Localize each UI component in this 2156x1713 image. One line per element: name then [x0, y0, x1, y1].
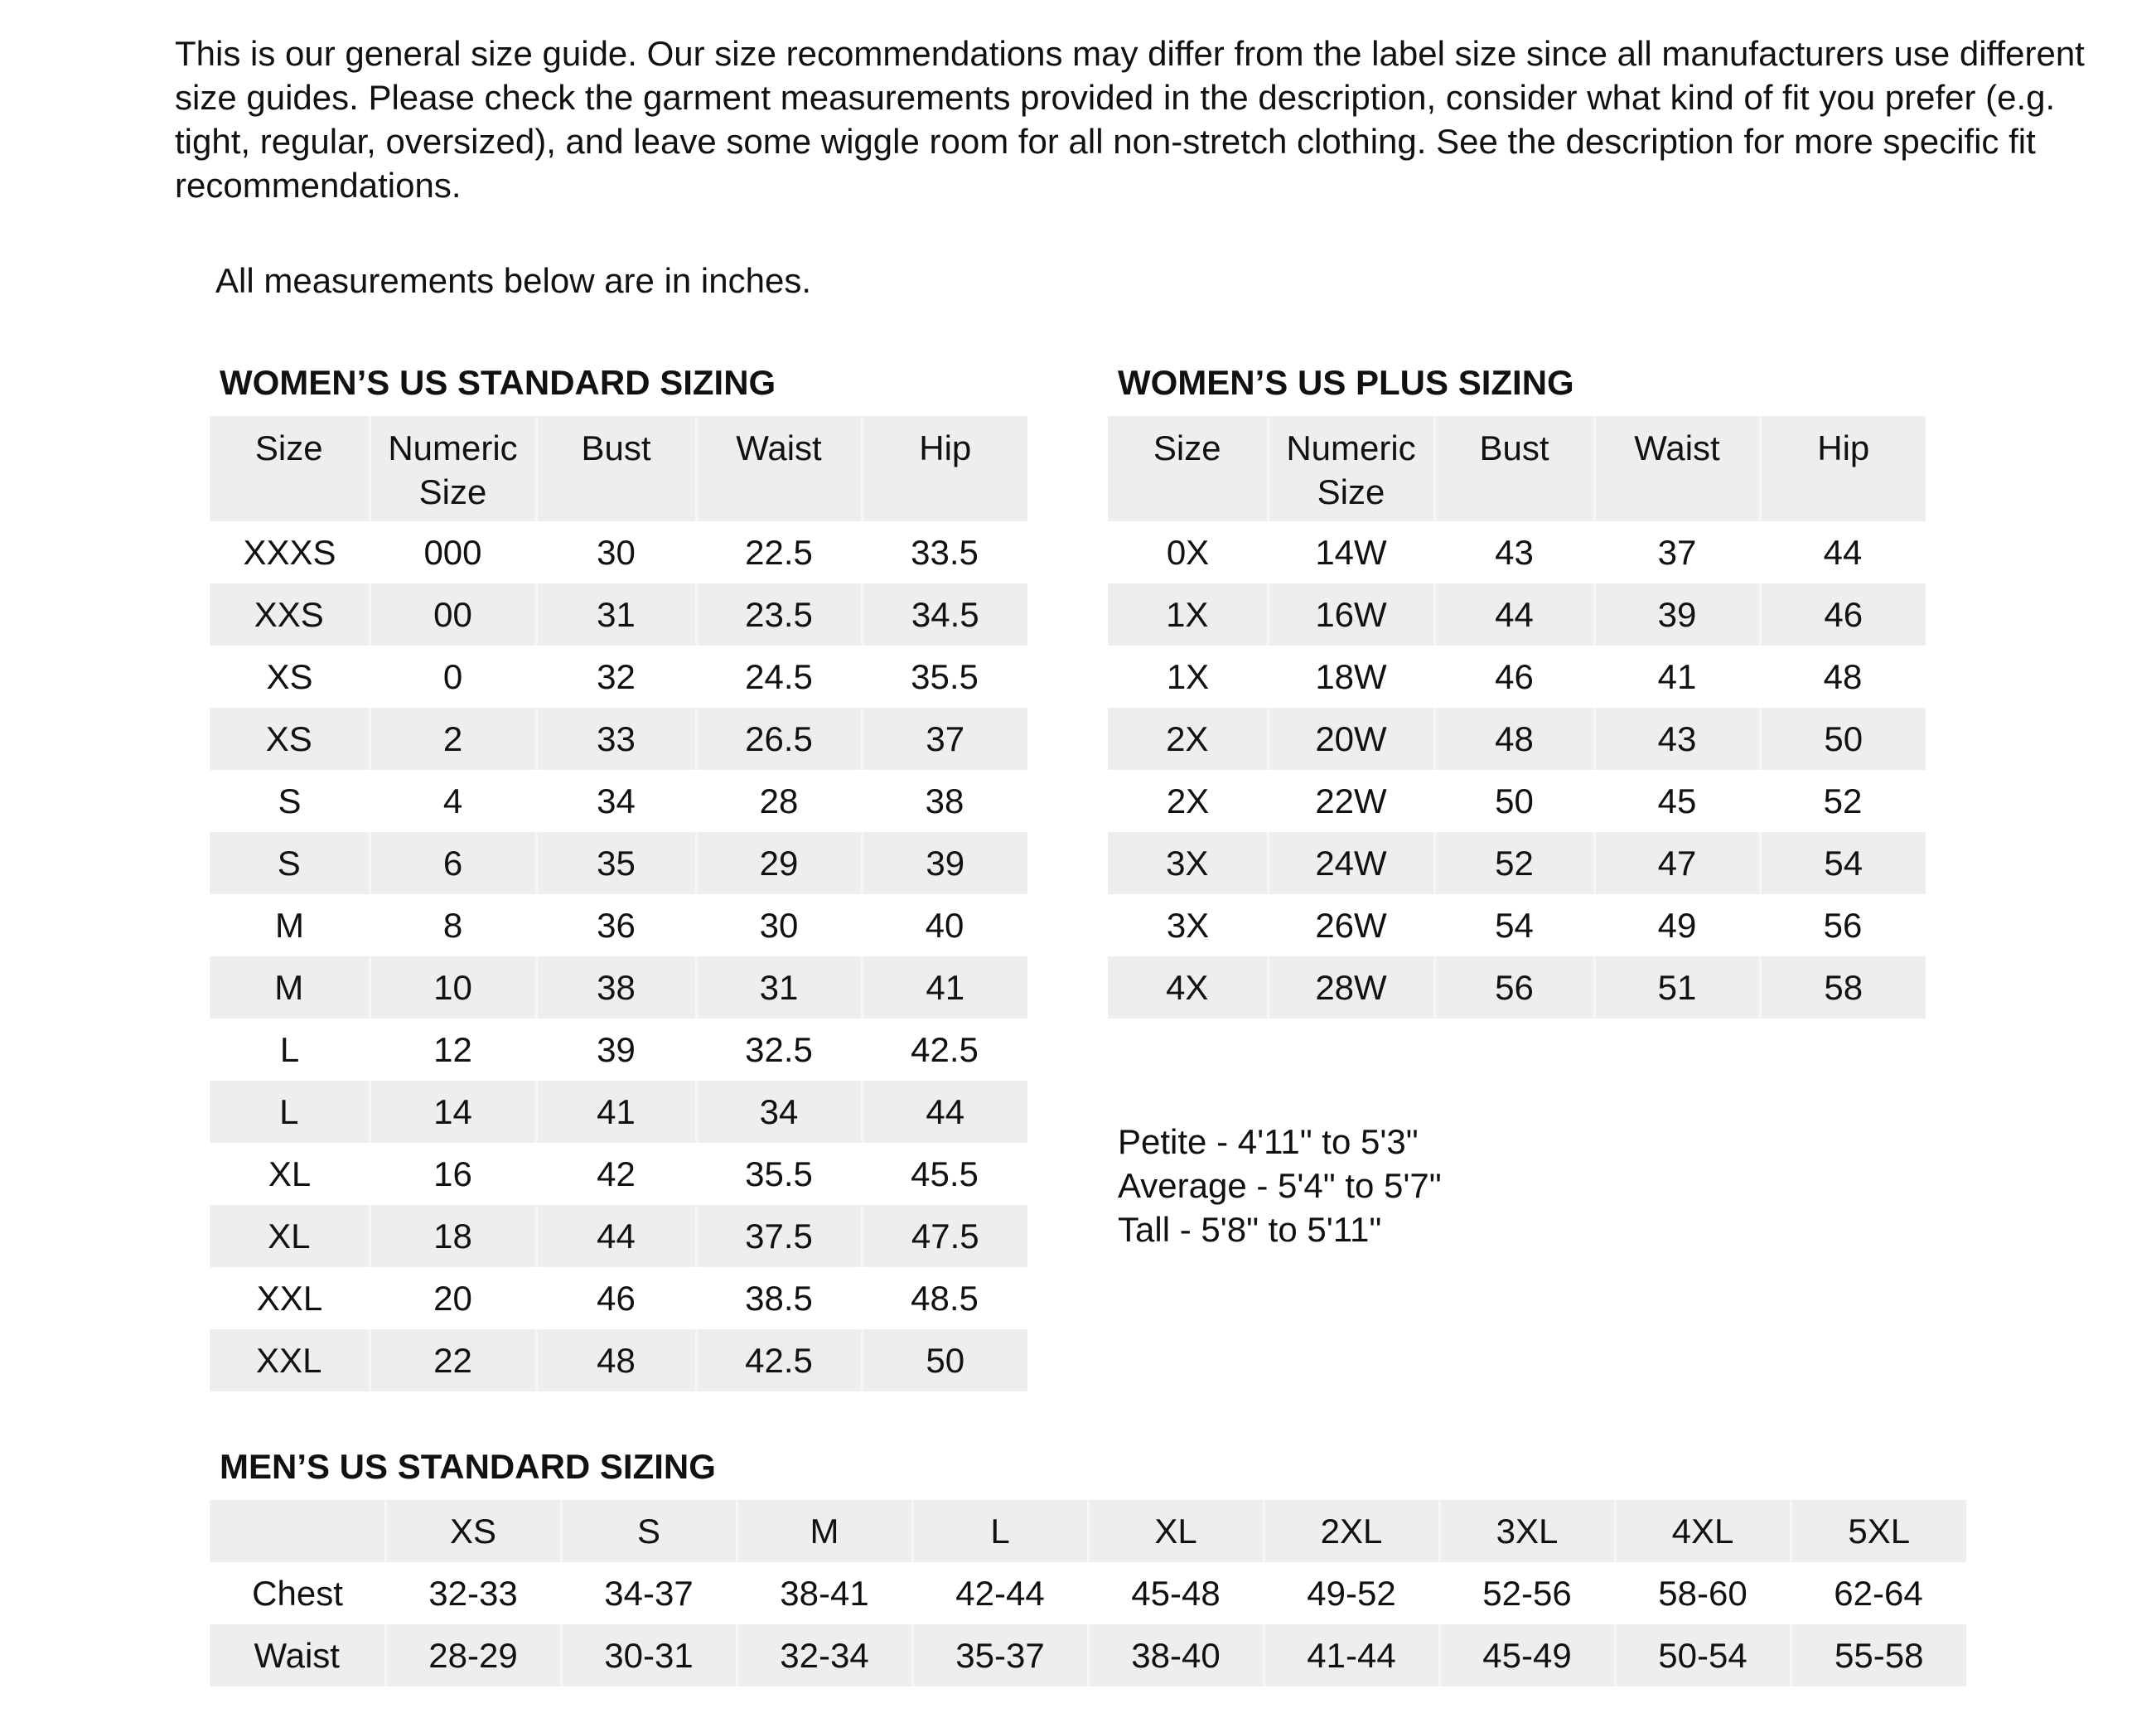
table-cell: 50: [862, 1329, 1027, 1391]
table-cell: S: [277, 843, 301, 883]
women-standard-table: [210, 416, 1027, 1391]
table-cell: 46: [1760, 583, 1926, 646]
table-row: [210, 708, 1027, 770]
table-cell: XXXS: [243, 532, 336, 572]
table-cell: 1X: [1166, 656, 1210, 696]
table-cell: 41: [1657, 656, 1697, 696]
table-cell: 56: [1434, 956, 1594, 1019]
table-cell: 2X: [1166, 719, 1209, 758]
table-cell: 42: [597, 1154, 636, 1193]
table-cell: 41: [862, 956, 1027, 1019]
table-cell: 48.5: [911, 1278, 979, 1318]
table-cell: 32-33: [428, 1573, 518, 1613]
table-cell: 12: [433, 1029, 472, 1069]
height-guide: [1118, 1120, 1442, 1251]
table-row: [1108, 646, 1926, 708]
column-header: Numeric Size: [370, 416, 536, 521]
table-cell: S: [278, 781, 302, 820]
table-cell: 50: [1495, 781, 1534, 820]
table-cell: 30: [759, 905, 799, 945]
table-cell: 36: [597, 905, 636, 945]
table-cell: 10: [370, 956, 536, 1019]
table-cell: 34: [696, 1081, 862, 1143]
table-cell: 30-31: [561, 1624, 737, 1686]
table-cell: 51: [1594, 956, 1760, 1019]
table-cell: 50: [1760, 708, 1926, 770]
table-cell: 34-37: [604, 1573, 694, 1613]
table-cell: 22W: [1315, 781, 1387, 820]
column-header: 4XL: [1615, 1500, 1791, 1562]
table-cell: 0X: [1166, 532, 1210, 572]
column-header: Hip: [862, 416, 1027, 521]
table-cell: 000: [423, 532, 482, 572]
table-cell: 20W: [1268, 708, 1434, 770]
table-cell: 62-64: [1834, 1573, 1923, 1613]
table-cell: 45-49: [1439, 1624, 1615, 1686]
table-cell: 38: [536, 956, 696, 1019]
table-cell: 44: [1823, 532, 1863, 572]
table-cell: 24.5: [745, 656, 813, 696]
table-row: [1108, 708, 1926, 770]
table-cell: 35: [536, 832, 696, 894]
table-cell: M: [274, 967, 304, 1007]
table-cell: 22.5: [745, 532, 813, 572]
table-cell: 46: [1495, 656, 1534, 696]
table-cell: 39: [597, 1029, 636, 1069]
table-cell: 44: [862, 1081, 1027, 1143]
table-cell: L: [279, 1091, 299, 1131]
table-cell: M: [275, 905, 304, 945]
column-header: Size: [1153, 428, 1221, 467]
table-cell: 14: [370, 1081, 536, 1143]
column-header: 2XL: [1264, 1500, 1439, 1562]
table-cell: 33.5: [911, 532, 979, 572]
table-row: [1108, 956, 1926, 1019]
table-cell: 6: [370, 832, 536, 894]
table-cell: 52: [1434, 832, 1594, 894]
table-cell: 16: [433, 1154, 472, 1193]
women-plus-table: [1108, 416, 1926, 1019]
table-cell: XXL: [256, 1340, 322, 1380]
table-cell: 31: [536, 583, 696, 646]
table-cell: 28-29: [385, 1624, 561, 1686]
table-cell: 38.5: [745, 1278, 813, 1318]
table-cell: 30: [597, 532, 636, 572]
table-row: [210, 832, 1027, 894]
table-row: [210, 521, 1027, 583]
table-cell: 39: [1594, 583, 1760, 646]
table-cell: L: [279, 1029, 300, 1069]
column-header: M: [737, 1500, 912, 1562]
table-cell: 32-34: [737, 1624, 912, 1686]
table-cell: 22: [370, 1329, 536, 1391]
table-cell: 16W: [1268, 583, 1434, 646]
table-cell: 48: [536, 1329, 696, 1391]
table-cell: 45.5: [911, 1154, 979, 1193]
table-header-row: [210, 1500, 1966, 1562]
table-cell: XL: [268, 1154, 312, 1193]
table-row: [210, 1562, 1966, 1624]
table-cell: 37: [862, 708, 1027, 770]
column-header: Waist: [1594, 416, 1760, 521]
table-cell: 38: [925, 781, 964, 820]
table-cell: 54: [1760, 832, 1926, 894]
table-cell: 24W: [1268, 832, 1434, 894]
table-row: [210, 1329, 1027, 1391]
table-row: [210, 1267, 1027, 1329]
table-cell: 4X: [1166, 967, 1209, 1007]
units-note: All measurements below are in inches.: [215, 261, 812, 300]
table-cell: 34.5: [862, 583, 1027, 646]
table-cell: 31: [696, 956, 862, 1019]
table-cell: XS: [266, 656, 313, 696]
table-cell: 41: [536, 1081, 696, 1143]
table-cell: 4: [442, 781, 463, 820]
table-cell: 44: [1434, 583, 1594, 646]
table-cell: 56: [1823, 905, 1863, 945]
table-row: [1108, 832, 1926, 894]
table-cell: 32: [597, 656, 636, 696]
table-cell: 39: [862, 832, 1027, 894]
size-guide-intro: This is our general size guide. Our size recommendations may differ from the label size since all manufacturers use different size guides. Please check the garment measurements provided in the description, consider what kind of fit you prefer (e.g. tight, regular, oversized), and leave some wiggle room for all non-stretch clothing. See the description for more specific fit recommendations.: [175, 34, 2085, 205]
table-cell: 28W: [1268, 956, 1434, 1019]
table-cell: 48: [1434, 708, 1594, 770]
women-plus-title: WOMEN’S US PLUS SIZING: [1118, 363, 1574, 402]
table-row: [210, 646, 1027, 708]
table-cell: XXL: [256, 1278, 323, 1318]
column-header: 5XL: [1791, 1500, 1966, 1562]
table-cell: 20: [433, 1278, 472, 1318]
table-cell: 58-60: [1658, 1573, 1748, 1613]
table-cell: 45-48: [1131, 1573, 1221, 1613]
column-header: 3XL: [1439, 1500, 1615, 1562]
table-cell: 50-54: [1615, 1624, 1791, 1686]
table-cell: XXS: [254, 594, 324, 634]
table-cell: 0: [442, 656, 463, 696]
table-header-row: [210, 416, 1027, 521]
table-cell: 47: [1594, 832, 1760, 894]
column-header: Numeric Size: [1268, 416, 1434, 521]
column-header: XS: [385, 1500, 561, 1562]
table-cell: 52: [1823, 781, 1863, 820]
table-cell: 41-44: [1264, 1624, 1439, 1686]
table-row: [210, 894, 1027, 956]
table-row: [210, 956, 1027, 1019]
table-cell: 43: [1495, 532, 1534, 572]
height-petite: Petite - 4'11" to 5'3": [1118, 1122, 1419, 1161]
table-row: [210, 583, 1027, 646]
table-cell: 28: [759, 781, 799, 820]
table-row: [1108, 521, 1926, 583]
table-cell: 34: [597, 781, 636, 820]
table-cell: 42.5: [911, 1029, 979, 1069]
table-cell: 58: [1760, 956, 1926, 1019]
table-cell: 38-41: [780, 1573, 869, 1613]
column-header: Size: [254, 428, 323, 467]
column-header: Bust: [1434, 416, 1594, 521]
table-cell: 29: [696, 832, 862, 894]
table-cell: 47.5: [862, 1205, 1027, 1267]
column-header: Hip: [1760, 416, 1926, 521]
table-row: [1108, 894, 1926, 956]
table-cell: XL: [268, 1216, 311, 1256]
women-standard-title: WOMEN’S US STANDARD SIZING: [220, 363, 776, 402]
table-cell: 3X: [1166, 843, 1209, 883]
table-row: [210, 1624, 1966, 1686]
column-header-empty: [210, 1500, 385, 1562]
men-standard-table: [210, 1500, 1966, 1686]
table-header-row: [1108, 416, 1926, 521]
table-cell: 43: [1594, 708, 1760, 770]
table-cell: XS: [265, 719, 312, 758]
table-cell: 8: [442, 905, 463, 945]
column-header: Bust: [536, 416, 696, 521]
table-cell: 2X: [1166, 781, 1210, 820]
height-tall: Tall - 5'8" to 5'11": [1118, 1210, 1382, 1249]
table-cell: 45: [1657, 781, 1697, 820]
table-cell: 37.5: [696, 1205, 862, 1267]
table-cell: 18: [370, 1205, 536, 1267]
table-cell: 33: [536, 708, 696, 770]
table-cell: 35.5: [911, 656, 979, 696]
table-cell: 2: [370, 708, 536, 770]
table-cell: 18W: [1315, 656, 1387, 696]
table-cell: 00: [370, 583, 536, 646]
table-cell: 32.5: [745, 1029, 813, 1069]
table-cell: 42.5: [696, 1329, 862, 1391]
table-cell: 40: [925, 905, 964, 945]
table-row: [1108, 583, 1926, 646]
table-cell: 14W: [1315, 532, 1387, 572]
column-header: XL: [1088, 1500, 1264, 1562]
table-cell: 3X: [1166, 905, 1210, 945]
table-cell: 35.5: [745, 1154, 813, 1193]
table-cell: 49: [1657, 905, 1697, 945]
column-header: L: [912, 1500, 1088, 1562]
table-cell: 1X: [1166, 594, 1209, 634]
table-row: [1108, 770, 1926, 832]
table-cell: 46: [597, 1278, 636, 1318]
column-header: S: [561, 1500, 737, 1562]
column-header: Waist: [696, 416, 862, 521]
table-cell: 38-40: [1088, 1624, 1264, 1686]
table-cell: 52-56: [1482, 1573, 1572, 1613]
table-cell: 44: [536, 1205, 696, 1267]
table-row: [210, 1081, 1027, 1143]
table-cell: 48: [1823, 656, 1863, 696]
table-row: [210, 1019, 1027, 1081]
table-row: [210, 1143, 1027, 1205]
table-cell: 55-58: [1791, 1624, 1966, 1686]
height-average: Average - 5'4" to 5'7": [1118, 1166, 1442, 1205]
table-cell: 54: [1495, 905, 1534, 945]
men-standard-title: MEN’S US STANDARD SIZING: [220, 1447, 716, 1486]
table-cell: 26W: [1315, 905, 1387, 945]
table-cell: 35-37: [912, 1624, 1088, 1686]
table-cell: 26.5: [696, 708, 862, 770]
table-row: [210, 770, 1027, 832]
table-cell: 49-52: [1307, 1573, 1396, 1613]
row-label: Chest: [252, 1573, 343, 1613]
table-cell: 23.5: [696, 583, 862, 646]
table-row: [210, 1205, 1027, 1267]
row-label: Waist: [254, 1635, 340, 1675]
table-cell: 42-44: [955, 1573, 1045, 1613]
table-cell: 37: [1657, 532, 1697, 572]
